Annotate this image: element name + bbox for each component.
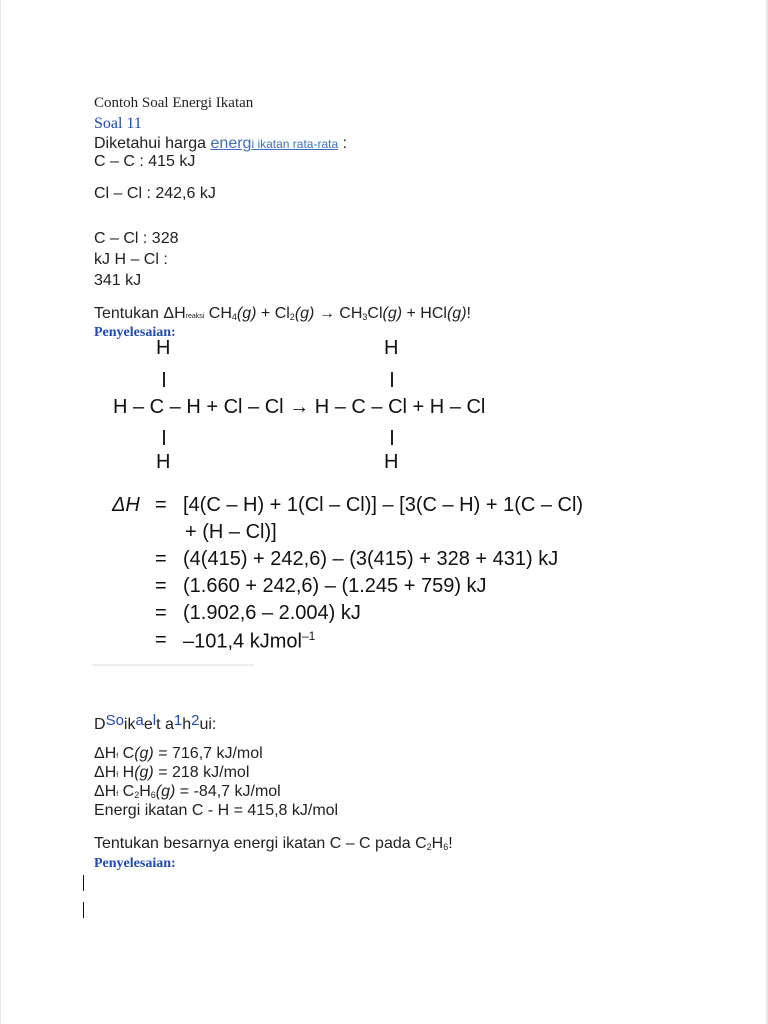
given-line-4: Energi ikatan C - H = 415,8 kJ/mol	[94, 802, 339, 819]
question-2	[94, 835, 453, 853]
g3-sub-f: f	[116, 791, 119, 798]
q1-sub-reaksi: reaksi	[185, 313, 205, 320]
text-cursor-mark-2	[83, 902, 84, 918]
g3-sub-2: 2	[134, 790, 140, 800]
text-cursor-mark-1	[83, 875, 84, 891]
energi-link[interactable]: energ	[210, 135, 252, 152]
dh-line-2: + (H – Cl)]	[185, 521, 277, 543]
dh-eq-3: =	[155, 548, 167, 570]
q1-sub-2: 2	[289, 312, 295, 322]
g1-species: C	[118, 745, 135, 762]
t12-p8: 1	[173, 712, 183, 729]
q1-ch: CH	[204, 305, 232, 322]
given-line-1	[94, 745, 263, 763]
g3-state: (g)	[155, 783, 176, 800]
bond-line-top-right	[391, 372, 393, 387]
g3-h: H	[139, 783, 151, 800]
bond-line-bottom-right	[391, 430, 393, 445]
struct-h-top-left: H	[156, 337, 171, 359]
struct-h-bottom-left: H	[156, 451, 171, 473]
q1-state-1: (g)	[236, 305, 257, 322]
bond-line-top-left	[163, 372, 165, 387]
q1-sub-3: 3	[362, 312, 368, 322]
g1-value: = 716,7 kJ/mol	[153, 745, 263, 762]
g2-species: H	[118, 764, 135, 781]
g2-state: (g)	[134, 764, 154, 781]
intro-line	[94, 135, 347, 153]
ikatan-link[interactable]: i ikatan rata-rata	[251, 137, 339, 151]
g3-dh: ΔH	[94, 783, 117, 800]
bond-line-bottom-left	[163, 430, 165, 445]
g1-dh: ΔH	[94, 745, 117, 762]
soal-12-title	[94, 712, 216, 734]
g1-sub-f: f	[116, 753, 119, 760]
bond-value-cc: C – C : 415 kJ	[94, 153, 196, 170]
question-1	[94, 305, 471, 323]
struct-h-bottom-right: H	[384, 451, 399, 473]
g2-value: = 218 kJ/mol	[153, 764, 250, 781]
bond-value-hcl-value: 341 kJ	[94, 272, 142, 289]
dh-eq-6: =	[155, 629, 167, 651]
t12-p10: 2	[191, 712, 200, 729]
dh-result-exponent: –1	[301, 629, 316, 643]
q1-text: Tentukan ΔH	[94, 305, 186, 322]
g2-sub-f: f	[116, 772, 119, 779]
q2-exclaim: !	[448, 835, 453, 852]
g3-value: = -84,7 kJ/mol	[175, 783, 281, 800]
t12-p1: D	[94, 716, 106, 733]
struct-equation: H – C – H + Cl – Cl → H – C – Cl + H – Cl	[113, 396, 486, 418]
q1-exclaim: !	[466, 305, 471, 322]
dh-symbol: ΔH	[112, 494, 140, 516]
bond-value-hcl: kJ H – Cl :	[94, 251, 168, 268]
t12-p7: t a	[156, 716, 174, 733]
image-bottom-edge	[92, 664, 254, 666]
q2-h: H	[431, 835, 444, 852]
q1-cl: + Cl	[256, 305, 290, 322]
document-heading: Contoh Soal Energi Ikatan	[94, 95, 254, 111]
q1-hcl: + HCl	[402, 305, 447, 322]
given-line-3	[94, 783, 281, 801]
g1-state: (g)	[134, 745, 154, 762]
q1-state-3: (g)	[382, 305, 403, 322]
t12-p6: l	[152, 712, 157, 729]
q1-state-4: (g)	[446, 305, 467, 322]
g2-dh: ΔH	[94, 764, 117, 781]
t12-p4: a	[135, 712, 144, 729]
q1-sub-4: 4	[231, 312, 237, 322]
q2-sub-2: 2	[426, 842, 432, 852]
intro-suffix: :	[338, 135, 348, 152]
dh-line-6	[183, 629, 315, 654]
q1-state-2: (g)	[294, 305, 315, 322]
dh-line-4: (1.660 + 242,6) – (1.245 + 759) kJ	[183, 575, 487, 597]
q2-text: Tentukan besarnya energi ikatan C – C pada C	[94, 835, 427, 852]
g3-sub-6: 6	[150, 790, 156, 800]
dh-line-1: [4(C – H) + 1(Cl – Cl)] – [3(C – H) + 1(C – Cl)	[183, 494, 584, 516]
given-line-2	[94, 764, 249, 782]
dh-result: –101,4 kJmol	[183, 630, 302, 653]
dh-eq-5: =	[155, 602, 167, 624]
q1-arrow-ch: → CH	[314, 305, 363, 322]
penyelesaian-label-1: Penyelesaian:	[94, 325, 176, 340]
struct-h-top-right: H	[384, 337, 399, 359]
intro-prefix: Diketahui harga	[94, 135, 211, 152]
t12-p3: ik	[123, 716, 136, 733]
page-left-edge	[0, 0, 1, 1024]
dh-line-3: (4(415) + 242,6) – (3(415) + 328 + 431) kJ	[183, 548, 559, 570]
penyelesaian-label-2: Penyelesaian:	[94, 856, 176, 871]
dh-eq-4: =	[155, 575, 167, 597]
q1-cl-2: Cl	[367, 305, 383, 322]
t12-p11: ui:	[199, 716, 217, 733]
soal-11-title: Soal 11	[94, 115, 142, 132]
t12-p9: h	[182, 716, 192, 733]
dh-lhs	[112, 494, 140, 517]
q2-sub-6: 6	[443, 842, 449, 852]
g3-c: C	[118, 783, 135, 800]
bond-value-clcl: Cl – Cl : 242,6 kJ	[94, 185, 216, 202]
dh-eq-1: =	[155, 494, 167, 516]
t12-p2: So	[105, 712, 124, 729]
bond-value-ccl: C – Cl : 328	[94, 230, 179, 247]
dh-line-5: (1.902,6 – 2.004) kJ	[183, 602, 361, 624]
t12-p5: e	[143, 716, 153, 733]
